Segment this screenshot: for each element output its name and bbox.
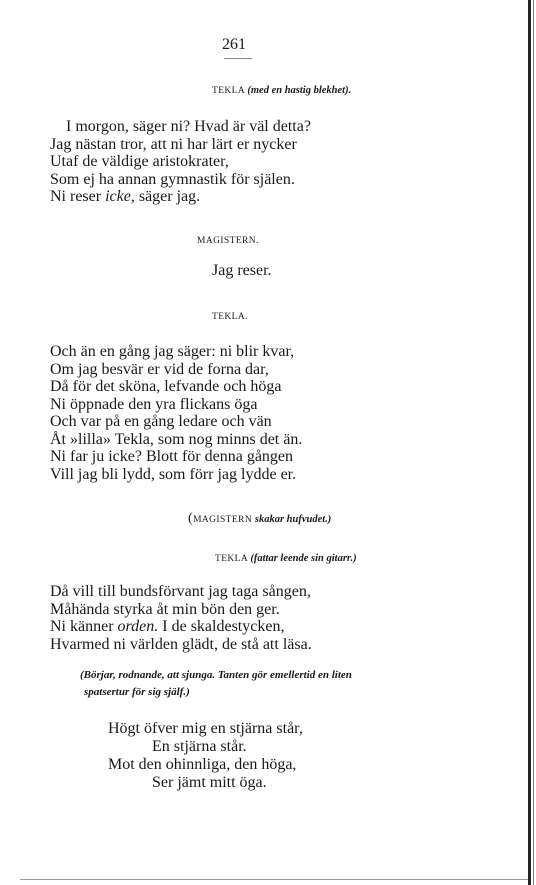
verse-line: Ni öppnade den yra flickans öga bbox=[50, 395, 258, 413]
stage-tekla-2 bbox=[212, 312, 248, 322]
verse-line: Vill jag bli lydd, som förr jag lydde er. bbox=[50, 465, 297, 483]
verse-line bbox=[50, 188, 311, 206]
verse-line: Då för det sköna, lefvande och höga bbox=[50, 378, 282, 395]
verse-line: Och än en gång jag säger: ni blir kvar, bbox=[50, 343, 295, 360]
verse-line: Jag nästan tror, att ni har lärt er nycker bbox=[50, 135, 297, 153]
verse-line: Åt »lilla» Tekla, som nog minns det än. bbox=[50, 430, 303, 448]
speaker-name: MAGISTERN. bbox=[197, 236, 259, 246]
stage-direction: (med en hastig blekhet). bbox=[247, 85, 352, 96]
stage-direction-block bbox=[80, 667, 352, 701]
stage-magistern-2 bbox=[188, 511, 331, 527]
verse-line: Hvarmed ni världen glädt, de stå att läsa. bbox=[50, 635, 312, 653]
verse-line: Ni far ju icke? Blott för denna gången bbox=[50, 448, 294, 465]
direction-line: (Börjar, rodnande, att sjunga. Tanten gör emellertid en liten bbox=[80, 669, 352, 681]
speaker-name: TEKLA bbox=[215, 554, 248, 564]
verse-text: I de skaldestycken, bbox=[158, 618, 285, 635]
verse-line: I morgon, säger ni? Hvad är väl detta? bbox=[66, 118, 311, 135]
stage-tekla-1 bbox=[212, 85, 351, 96]
verse-block-1 bbox=[50, 118, 311, 206]
speaker-name: TEKLA bbox=[212, 86, 245, 96]
verse-block-4 bbox=[50, 583, 312, 653]
verse-text: Ni reser bbox=[50, 188, 106, 205]
speaker-name: MAGISTERN bbox=[193, 515, 253, 525]
speaker-name: TEKLA. bbox=[212, 312, 248, 322]
page-edge-border bbox=[528, 0, 531, 885]
verse-line: Och var på en gång ledare och vän bbox=[50, 413, 272, 430]
stage-tekla-3 bbox=[215, 553, 357, 564]
page-number-rule bbox=[224, 58, 252, 59]
song-line: Ser jämt mitt öga. bbox=[152, 774, 267, 791]
stage-magistern-1 bbox=[197, 236, 259, 246]
verse-block-3 bbox=[50, 343, 302, 483]
verse-block-2 bbox=[212, 262, 272, 280]
verse-text: , säger jag. bbox=[130, 188, 201, 205]
stage-direction: skakar hufvudet.) bbox=[254, 514, 332, 525]
verse-line: Då vill till bundsförvant jag taga sången, bbox=[50, 583, 311, 600]
song-line: En stjärna står. bbox=[152, 738, 247, 755]
song-line: Mot den ohinnliga, den höga, bbox=[108, 756, 297, 773]
direction-line: spatsertur för sig själf.) bbox=[84, 686, 190, 698]
page-number: 261 bbox=[222, 36, 246, 53]
bottom-rule bbox=[20, 879, 528, 880]
song-line: Högt öfver mig en stjärna står, bbox=[108, 720, 303, 737]
verse-line: Som ej ha annan gymnastik för själen. bbox=[50, 170, 295, 188]
verse-line: Om jag besvär er vid de forna dar, bbox=[50, 360, 269, 378]
verse-line: Jag reser. bbox=[212, 262, 272, 279]
stage-direction: (fattar leende sin gitarr.) bbox=[250, 553, 357, 564]
verse-text-italic: icke bbox=[105, 188, 131, 205]
paren: ( bbox=[188, 511, 194, 526]
verse-text: Ni känner bbox=[50, 618, 118, 635]
verse-line: Måhända styrka åt min bön den ger. bbox=[50, 600, 280, 618]
verse-text-italic: orden. bbox=[117, 618, 159, 635]
verse-line: Utaf de väldige aristokrater, bbox=[50, 153, 229, 170]
page-edge-border-outer bbox=[533, 0, 534, 885]
verse-line bbox=[50, 618, 312, 636]
